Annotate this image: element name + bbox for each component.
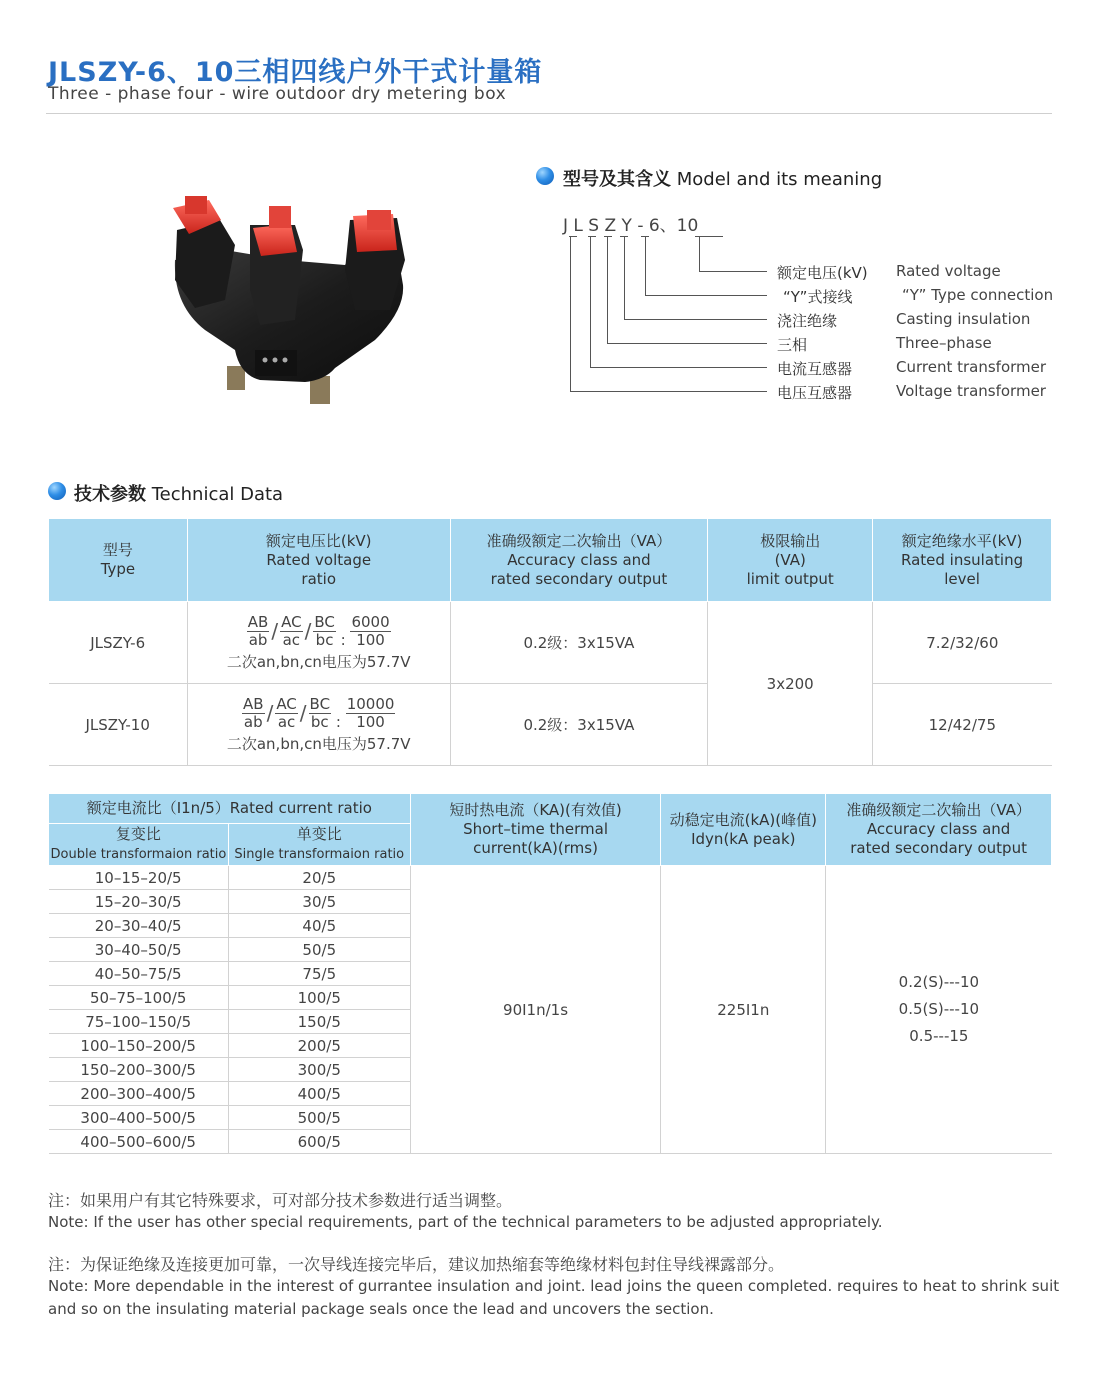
header-accuracy: 准确级额定二次输出（VA） Accuracy class and rated secondary output bbox=[450, 519, 708, 602]
meaning-en: Voltage transformer bbox=[896, 382, 1046, 400]
cell-voltage-ratio: $\frac{AB}{ab}$ / $\frac{AC}{ac}$ / $\frac{BC}{bc}$ : $\frac{6000}{100}$ 二次an,bn,cn电压为57.7V bbox=[187, 602, 450, 684]
meaning-en: “Y” Type connection bbox=[902, 286, 1054, 304]
header-accuracy-output: 准确级额定二次输出（VA） Accuracy class and rated secondary output bbox=[826, 794, 1052, 866]
cell-single-ratio: 300/5 bbox=[228, 1058, 410, 1082]
table-row bbox=[49, 602, 1052, 684]
meaning-cn: 额定电压(kV) bbox=[777, 264, 868, 282]
table-row bbox=[49, 866, 1052, 890]
meaning-cn: 电压互感器 bbox=[777, 384, 853, 402]
accuracy-line: 0.5---15 bbox=[909, 1027, 969, 1045]
note-cn: 注：如果用户有其它特殊要求，可对部分技术参数进行适当调整。 bbox=[48, 1191, 513, 1210]
header-double-ratio: 复变比 Double transformaion ratio bbox=[49, 824, 229, 866]
header-type: 型号 Type bbox=[49, 519, 188, 602]
tech-heading-en: Technical Data bbox=[151, 484, 284, 505]
secondary-voltage-note: 二次an,bn,cn电压为57.7V bbox=[226, 652, 411, 671]
header-dynamic-current: 动稳定电流(kA)(峰值) Idyn(kA peak) bbox=[661, 794, 826, 866]
cell-double-ratio: 15–20–30/5 bbox=[49, 890, 229, 914]
meaning-cn: 电流互感器 bbox=[777, 360, 853, 378]
cell-type: JLSZY-6 bbox=[49, 602, 188, 684]
cell-double-ratio: 200–300–400/5 bbox=[49, 1082, 229, 1106]
cell-accuracy: 0.2级：3x15VA bbox=[450, 602, 708, 684]
cell-single-ratio: 600/5 bbox=[228, 1130, 410, 1154]
header-divider bbox=[46, 113, 1052, 114]
cell-accuracy-output bbox=[826, 866, 1052, 1154]
cell-double-ratio: 50–75–100/5 bbox=[49, 986, 229, 1010]
cell-type: JLSZY-10 bbox=[49, 684, 188, 766]
cell-single-ratio: 50/5 bbox=[228, 938, 410, 962]
cell-double-ratio: 400–500–600/5 bbox=[49, 1130, 229, 1154]
header-thermal-current: 短时热电流（KA)(有效值) Short–time thermal current(kA)(rms) bbox=[410, 794, 661, 866]
bullet-icon bbox=[536, 167, 554, 185]
note-cn: 注：为保证绝缘及连接更加可靠，一次导线连接完毕后，建议加热缩套等绝缘材料包封住导线裸露部分。 bbox=[48, 1255, 785, 1274]
meaning-en: Current transformer bbox=[896, 358, 1047, 376]
cell-insulation: 12/42/75 bbox=[873, 684, 1052, 766]
header-single-ratio: 单变比 Single transformaion ratio bbox=[228, 824, 410, 866]
cell-double-ratio: 100–150–200/5 bbox=[49, 1034, 229, 1058]
table-row bbox=[49, 684, 1052, 766]
cell-double-ratio: 20–30–40/5 bbox=[49, 914, 229, 938]
header-rated-current-ratio: 额定电流比（I1n/5）Rated current ratio bbox=[49, 794, 411, 824]
model-section-heading bbox=[563, 165, 882, 191]
cell-single-ratio: 100/5 bbox=[228, 986, 410, 1010]
meaning-cn: 三相 bbox=[777, 336, 808, 354]
model-heading-en: Model and its meaning bbox=[676, 169, 883, 190]
header-insulation: 额定绝缘水平(kV) Rated insulating level bbox=[873, 519, 1052, 602]
secondary-voltage-note: 二次an,bn,cn电压为57.7V bbox=[226, 734, 411, 753]
cell-single-ratio: 400/5 bbox=[228, 1082, 410, 1106]
cell-single-ratio: 40/5 bbox=[228, 914, 410, 938]
cell-single-ratio: 150/5 bbox=[228, 1010, 410, 1034]
cell-single-ratio: 75/5 bbox=[228, 962, 410, 986]
accuracy-line: 0.2(S)---10 bbox=[898, 973, 980, 991]
note-en: and so on the insulating material package seals once the lead and uncovers the section. bbox=[48, 1300, 714, 1318]
cell-single-ratio: 500/5 bbox=[228, 1106, 410, 1130]
cell-double-ratio: 150–200–300/5 bbox=[49, 1058, 229, 1082]
product-photo bbox=[165, 190, 415, 415]
header-voltage-ratio: 额定电压比(kV) Rated voltage ratio bbox=[187, 519, 450, 602]
cell-single-ratio: 30/5 bbox=[228, 890, 410, 914]
page-subtitle: Three - phase four - wire outdoor dry metering box bbox=[48, 84, 507, 104]
note-en: Note: If the user has other special requirements, part of the technical parameters to be adjusted appropriately. bbox=[48, 1213, 883, 1231]
table-header-row bbox=[49, 794, 1052, 824]
cell-accuracy: 0.2级：3x15VA bbox=[450, 684, 708, 766]
note-en: Note: More dependable in the interest of gurrantee insulation and joint. lead joins the queen completed. requires to heat to shrink suit bbox=[48, 1277, 1060, 1295]
bullet-icon bbox=[48, 482, 66, 500]
cell-voltage-ratio: $\frac{AB}{ab}$ / $\frac{AC}{ac}$ / $\frac{BC}{bc}$ : $\frac{10000}{100}$ 二次an,bn,cn电压为57.7V bbox=[187, 684, 450, 766]
cell-double-ratio: 75–100–150/5 bbox=[49, 1010, 229, 1034]
tech-section-heading bbox=[74, 480, 283, 506]
cell-double-ratio: 300–400–500/5 bbox=[49, 1106, 229, 1130]
cell-insulation: 7.2/32/60 bbox=[873, 602, 1052, 684]
model-heading-cn: 型号及其含义 bbox=[563, 169, 671, 190]
meaning-en: Rated voltage bbox=[896, 262, 1001, 280]
technical-data-table bbox=[48, 518, 1052, 766]
cell-thermal-current: 90I1n/1s bbox=[410, 866, 661, 1154]
cell-double-ratio: 40–50–75/5 bbox=[49, 962, 229, 986]
cell-double-ratio: 10–15–20/5 bbox=[49, 866, 229, 890]
cell-limit-output: 3x200 bbox=[708, 602, 873, 766]
table-header-row bbox=[49, 519, 1052, 602]
meaning-cn: 浇注绝缘 bbox=[777, 312, 838, 330]
cell-single-ratio: 200/5 bbox=[228, 1034, 410, 1058]
accuracy-line: 0.5(S)---10 bbox=[898, 1000, 980, 1018]
meaning-en: Casting insulation bbox=[896, 310, 1031, 328]
meaning-en: Three–phase bbox=[896, 334, 992, 352]
meaning-cn: “Y”式接线 bbox=[783, 288, 853, 306]
header-limit-output: 极限输出 (VA) limit output bbox=[708, 519, 873, 602]
cell-single-ratio: 20/5 bbox=[228, 866, 410, 890]
current-ratio-table bbox=[48, 793, 1052, 1154]
cell-dynamic-current: 225I1n bbox=[661, 866, 826, 1154]
tech-heading-cn: 技术参数 bbox=[74, 484, 146, 505]
model-code: J L S Z Y - 6、10 bbox=[563, 216, 699, 236]
cell-double-ratio: 30–40–50/5 bbox=[49, 938, 229, 962]
page-title: JLSZY-6、10三相四线户外干式计量箱 bbox=[48, 57, 543, 88]
